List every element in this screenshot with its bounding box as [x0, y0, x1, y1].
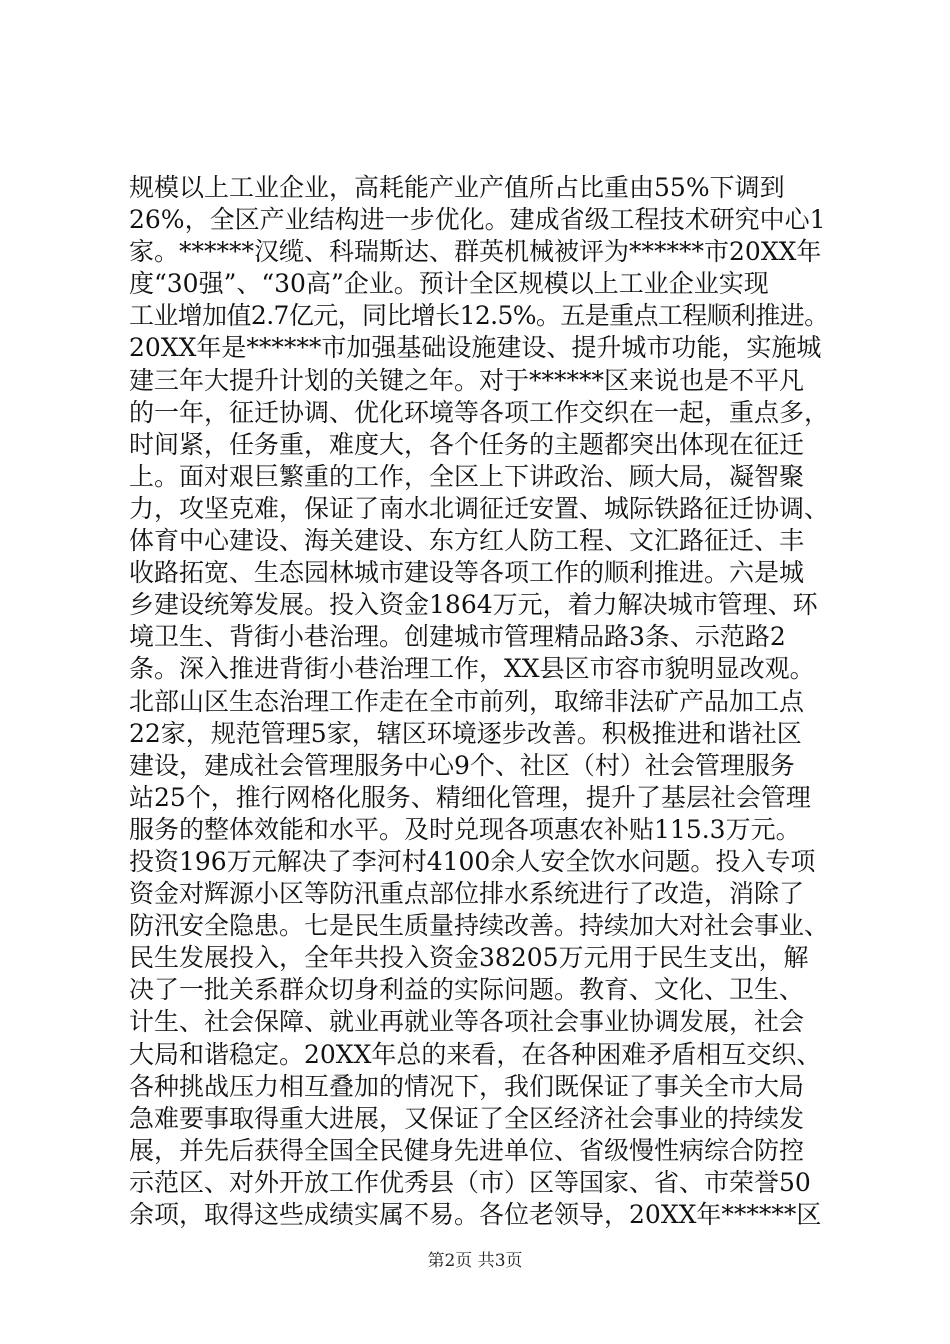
text-line: 20XX年是******市加强基础设施建设、提升城市功能，实施城	[129, 333, 822, 363]
text-line: 大局和谐稳定。20XX年总的来看，在各种困难矛盾相互交织、	[129, 1039, 822, 1069]
text-line: 规模以上工业企业，高耗能产业产值所占比重由55%下调到	[129, 173, 785, 202]
text-line: 服务的整体效能和水平。及时兑现各项惠农补贴115.3万元。	[129, 814, 801, 844]
text-line: 的一年，征迁协调、优化环境等各项工作交织在一起，重点多，	[129, 397, 830, 427]
text-line: 上。面对艰巨繁重的工作，全区上下讲政治、顾大局，凝智聚	[129, 461, 805, 491]
text-line: 展，并先后获得全国全民健身先进单位、省级慢性病综合防控	[129, 1135, 805, 1165]
text-line: 度“30强”、“30高”企业。预计全区规模以上工业企业实现	[129, 269, 769, 299]
text-line: 投资196万元解决了李河村4100余人安全饮水问题。投入专项	[129, 846, 816, 876]
text-line: 家。******汉缆、科瑞斯达、群英机械被评为******市20XX年	[129, 237, 822, 267]
text-line: 示范区、对外开放工作优秀县（市）区等国家、省、市荣誉50	[129, 1167, 811, 1197]
text-line: 北部山区生态治理工作走在全市前列，取缔非法矿产品加工点	[129, 686, 805, 716]
text-line: 站25个，推行网格化服务、精细化管理，提升了基层社会管理	[129, 782, 811, 812]
text-line: 急难要事取得重大进展，又保证了全区经济社会事业的持续发	[129, 1103, 805, 1133]
text-line: 计生、社会保障、就业再就业等各项社会事业协调发展，社会	[129, 1007, 805, 1037]
text-line: 22家，规范管理5家，辖区环境逐步改善。积极推进和谐社区	[129, 718, 802, 748]
page-footer: 第2页 共3页	[427, 1251, 523, 1271]
text-line: 体育中心建设、海关建设、东方红人防工程、文汇路征迁、丰	[129, 526, 805, 556]
text-line: 防汛安全隐患。七是民生质量持续改善。持续加大对社会事业、	[129, 911, 830, 941]
text-line: 26%，全区产业结构进一步优化。建成省级工程技术研究中心1	[129, 205, 826, 235]
text-line: 建设，建成社会管理服务中心9个、社区（村）社会管理服务	[129, 750, 795, 780]
body-text	[129, 172, 829, 1231]
text-line: 资金对辉源小区等防汛重点部位排水系统进行了改造，消除了	[129, 879, 805, 909]
text-line: 力，攻坚克难，保证了南水北调征迁安置、城际铁路征迁协调、	[129, 493, 830, 523]
text-line: 时间紧，任务重，难度大，各个任务的主题都突出体现在征迁	[129, 429, 805, 459]
text-line: 工业增加值2.7亿元，同比增长12.5%。五是重点工程顺利推进。	[129, 301, 829, 331]
text-line: 建三年大提升计划的关键之年。对于******区来说也是不平凡	[129, 365, 805, 395]
text-line: 余项，取得这些成绩实属不易。各位老领导，20XX年******区	[129, 1200, 822, 1229]
text-line: 条。深入推进背街小巷治理工作，XX县区市容市貌明显改观。	[129, 654, 815, 684]
text-line: 境卫生、背街小巷治理。创建城市管理精品路3条、示范路2	[129, 622, 786, 652]
text-line: 收路拓宽、生态园林城市建设等各项工作的顺利推进。六是城	[129, 558, 805, 588]
text-line: 乡建设统筹发展。投入资金1864万元，着力解决城市管理、环	[129, 590, 818, 620]
text-line: 决了一批关系群众切身利益的实际问题。教育、文化、卫生、	[129, 975, 805, 1005]
text-line: 民生发展投入，全年共投入资金38205万元用于民生支出，解	[129, 943, 809, 973]
text-line: 各种挑战压力相互叠加的情况下，我们既保证了事关全市大局	[129, 1071, 805, 1101]
